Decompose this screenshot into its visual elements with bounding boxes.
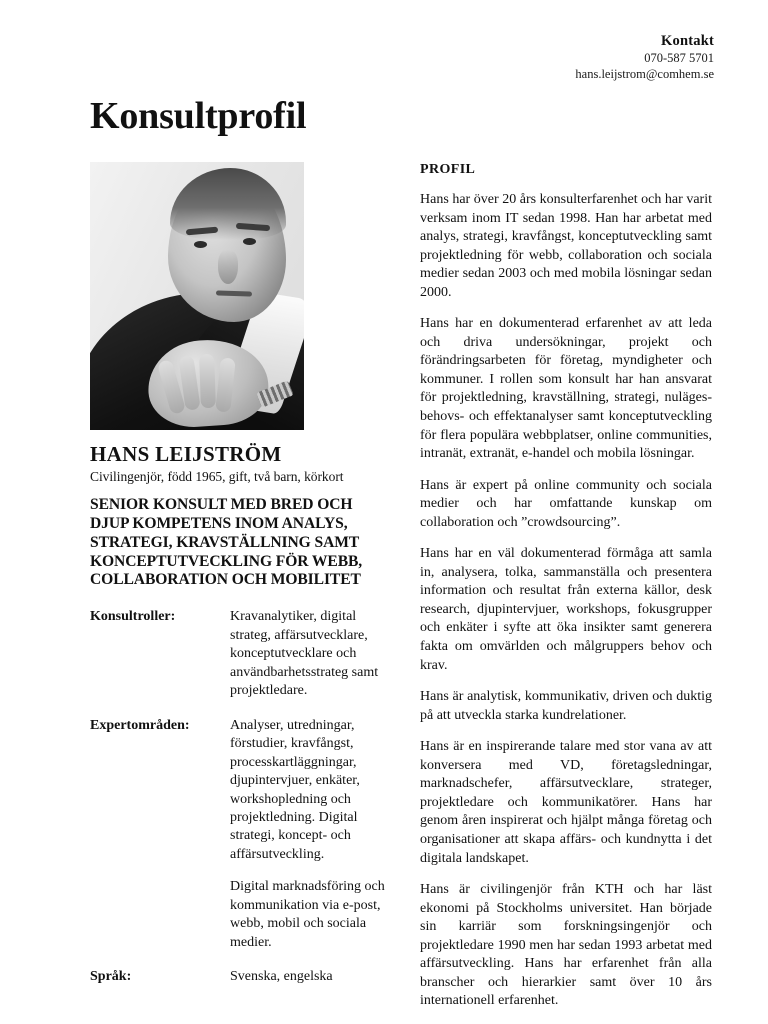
person-headline: SENIOR KONSULT MED BRED OCH DJUP KOMPETENS INOM ANALYS, STRATEGI, KRAVSTÄLLNING SAMT KONCEPTUTVECKLING FÖR WEBB, COLLABORATION OCH MOBILITET (90, 496, 363, 589)
attribute-value-paragraph: Svenska, engelska (230, 969, 333, 985)
profile-paragraph: Hans är analytisk, kommunikativ, driven och duktig på att utveckla starka kundrelationer. (420, 689, 712, 723)
left-column (90, 162, 390, 1003)
profile-paragraph: Hans är civilingenjör från KTH och har läst ekonomi på Stockholms universitet. Han började sin karriär som forskningsingenjör och projektledare 1990 men har sedan 1993 arbetat med affärsutveckling. Hans har erfarenhet från alla branscher och hierarkier samt över 10 års internationell erfarenhet. (420, 882, 712, 1009)
contact-phone: 070-587 5701 (644, 51, 714, 66)
right-column (420, 162, 712, 1011)
profile-heading: PROFIL (420, 162, 476, 177)
attribute-label: Konsultroller: (90, 609, 176, 625)
attribute-value (230, 717, 390, 953)
profile-paragraph: Hans har en dokumenterad erfarenhet av att leda och driva undersökningar, projekt och förändringsarbeten för företag, myndigheter och kommuner. I rollen som konsult har han ansvarat för projektledning, kravställning, strategi, nuläges- behovs- och effektanalyser samt konceptutveckling för flera populära webbplatser, online communities, intranät, extranät, e-handel och mobila lösningar. (420, 316, 712, 462)
photo-finger (199, 354, 216, 408)
attribute-label: Språk: (90, 969, 132, 985)
contact-heading: Kontakt (661, 33, 714, 49)
table-row (90, 717, 390, 953)
table-row (90, 968, 390, 986)
contact-email: hans.leijstrom@comhem.se (575, 66, 714, 81)
attribute-value (230, 608, 390, 700)
person-subtitle: Civilingenjör, född 1965, gift, två barn, körkort (90, 469, 344, 484)
attribute-value-paragraph: Analyser, utredningar, förstudier, kravfångst, processkartläggningar, djupintervjuer, enkäter, workshopledning och projektledning. Digital strategi, koncept- och affärsutveckling. (230, 717, 360, 862)
attribute-label: Expertområden: (90, 717, 190, 733)
portrait-photo (90, 162, 304, 430)
person-name: HANS LEIJSTRÖM (90, 442, 282, 466)
attribute-value-paragraph: Kravanalytiker, digital strateg, affärsutvecklare, konceptutvecklare och användbarhetsstrateg samt projektledare. (230, 609, 379, 699)
profile-paragraph: Hans är expert på online community och sociala medier och har omfattande kunskap om collaboration och ”crowdsourcing”. (420, 477, 712, 530)
photo-eye-right (243, 238, 256, 245)
attribute-value-paragraph: Digital marknadsföring och kommunikation via e-post, webb, mobil och sociala medier. (230, 879, 385, 950)
table-row (90, 608, 390, 700)
attribute-value (230, 968, 390, 986)
photo-nose (218, 250, 238, 284)
page-title: Konsultprofil (90, 95, 307, 137)
profile-paragraph: Hans har över 20 års konsulterfarenhet och har varit verksam inom IT sedan 1998. Han har arbetat med analys, strategi, kravfångst, konceptutveckling samt projektledning för webb, collaboration och sociala medier sedan 2003 och med mobila lösningar sedan 2000. (420, 192, 712, 300)
profile-paragraph: Hans har en väl dokumenterad förmåga att samla in, analysera, tolka, sammanställa och presentera information och resultat från externa källor, desk research, djupintervjuer, workshops, fokusgrupper och enkäter i syfte att öka insikter samt generera fakta om omvärlden och målgruppers behov och krav. (420, 546, 712, 673)
attribute-table (90, 608, 390, 986)
profile-paragraph: Hans är en inspirerande talare med stor vana av att konversera med VD, företagsledningar, marknadschefer, affärsutvecklare, strateger, projektledare och kommunikatörer. Hans har genom åren inspirerat och hjälpt många företag och organisationer att skapa affärs- och kundnytta i det digitala landskapet. (420, 739, 712, 866)
contact-block (575, 32, 714, 82)
photo-eye-left (194, 241, 207, 248)
